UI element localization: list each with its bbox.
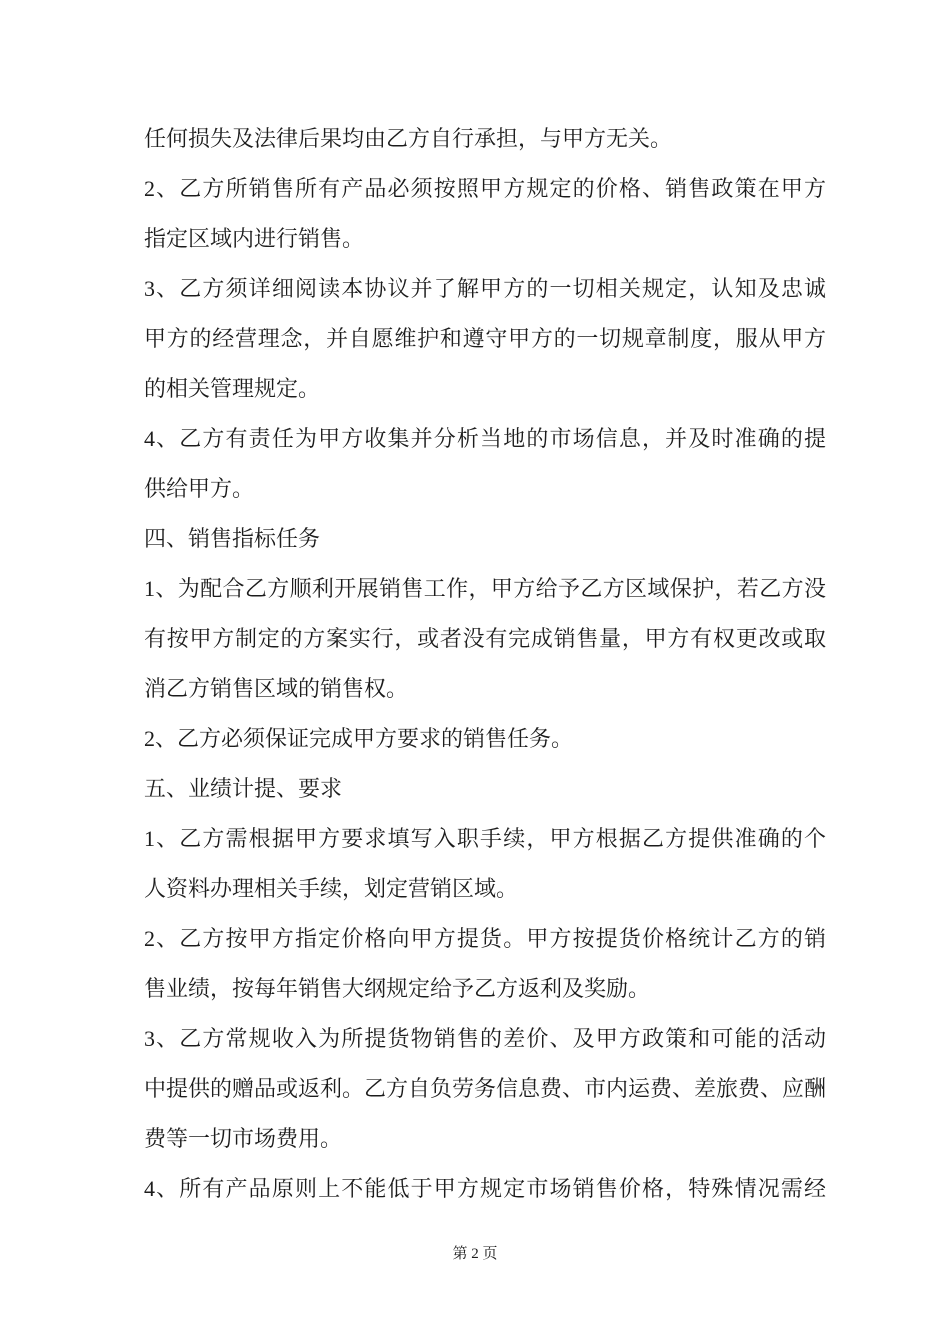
section-heading-line: 四、销售指标任务 <box>144 526 321 551</box>
text-line: 的相关管理规定。 <box>144 376 321 401</box>
text-line: 2、乙方必须保证完成甲方要求的销售任务。 <box>144 726 574 751</box>
text-line: 1、为配合乙方顺利开展销售工作，甲方给予乙方区域保护，若乙方没 <box>144 576 826 601</box>
text-line: 2、乙方所销售所有产品必须按照甲方规定的价格、销售政策在甲方 <box>144 176 826 201</box>
text-line: 3、乙方常规收入为所提货物销售的差价、及甲方政策和可能的活动 <box>144 1026 826 1051</box>
text-line: 甲方的经营理念，并自愿维护和遵守甲方的一切规章制度，服从甲方 <box>144 326 826 351</box>
text-line: 4、所有产品原则上不能低于甲方规定市场销售价格，特殊情况需经 <box>144 1176 826 1201</box>
text-line: 指定区域内进行销售。 <box>144 226 365 251</box>
text-line: 售业绩，按每年销售大纲规定给予乙方返利及奖励。 <box>144 976 651 1001</box>
text-line: 2、乙方按甲方指定价格向甲方提货。甲方按提货价格统计乙方的销 <box>144 926 826 951</box>
text-line: 有按甲方制定的方案实行，或者没有完成销售量，甲方有权更改或取 <box>144 626 826 651</box>
text-line: 消乙方销售区域的销售权。 <box>144 676 409 701</box>
text-line: 供给甲方。 <box>144 476 255 501</box>
text-line: 3、乙方须详细阅读本协议并了解甲方的一切相关规定，认知及忠诚 <box>144 276 826 301</box>
text-line: 4、乙方有责任为甲方收集并分析当地的市场信息，并及时准确的提 <box>144 426 826 451</box>
page-number: 第 2 页 <box>452 1246 498 1262</box>
text-line: 1、乙方需根据甲方要求填写入职手续，甲方根据乙方提供准确的个 <box>144 826 826 851</box>
contract-page-body <box>144 114 826 1214</box>
text-line: 任何损失及法律后果均由乙方自行承担，与甲方无关。 <box>144 126 673 151</box>
text-line: 中提供的赠品或返利。乙方自负劳务信息费、市内运费、差旅费、应酬 <box>144 1076 827 1101</box>
section-heading-line: 五、业绩计提、要求 <box>144 776 343 801</box>
text-line: 费等一切市场费用。 <box>144 1126 343 1151</box>
text-line: 人资料办理相关手续，划定营销区域。 <box>144 876 519 901</box>
